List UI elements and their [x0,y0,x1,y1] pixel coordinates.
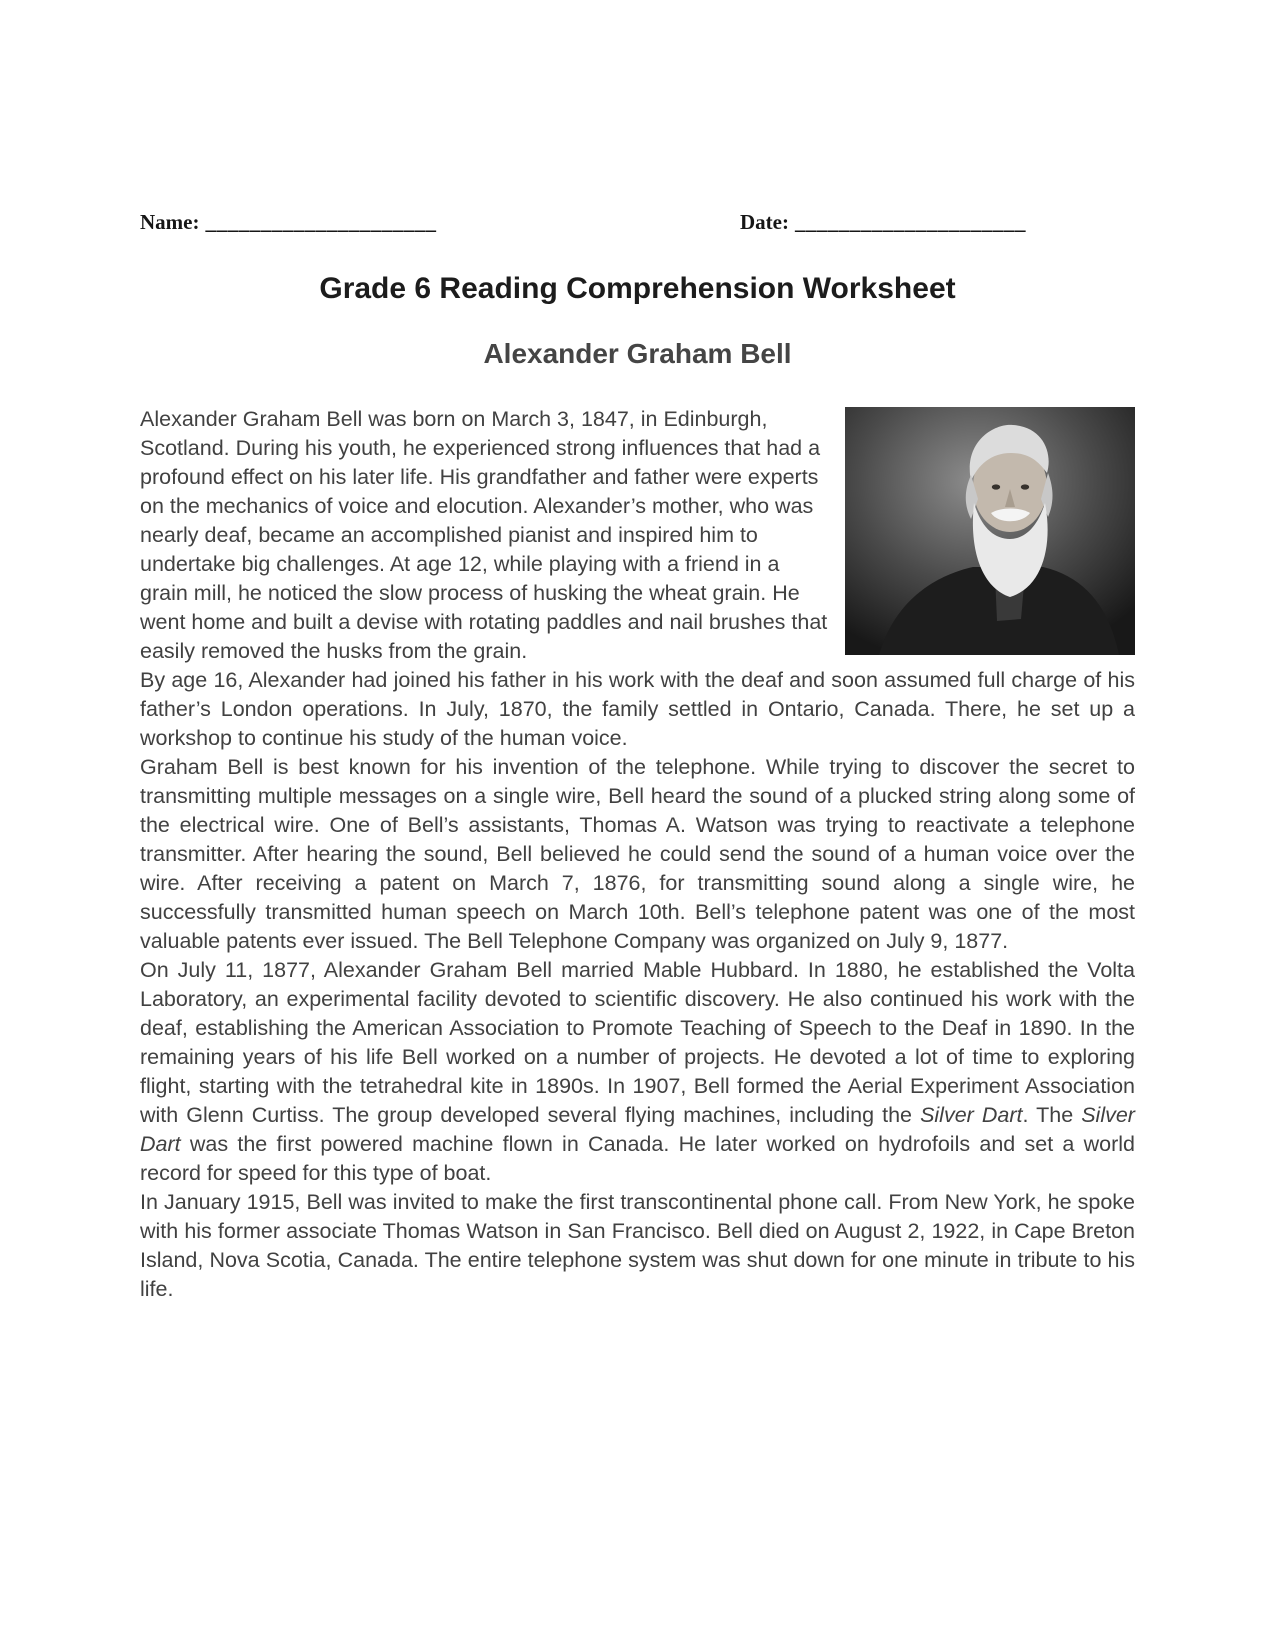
paragraph: On July 11, 1877, Alexander Graham Bell married Mable Hubbard. In 1880, he established the Volta Laboratory, an experimental facility devoted to scientific discovery. He also continued his work with the deaf, establishing the American Association to Promote Teaching of Speech to the Deaf in 1890. In the remaining years of his life Bell worked on a number of projects. He devoted a lot of time to exploring flight, starting with the tetrahedral kite in 1890s. In 1907, Bell formed the Aerial Experiment Association with Glenn Curtiss. The group developed several flying machines, including the Silver Dart. The Silver Dart was the first powered machine flown in Canada. He later worked on hydrofoils and set a world record for speed for this type of boat. [140,958,1135,1185]
date-label: Date: [740,210,789,234]
name-field [140,210,740,235]
paragraph: Alexander Graham Bell was born on March 3, 1847, in Edinburgh, Scotland. During his youth, he experienced strong influences that had a profound effect on his later life. His grandfather and father were experts on the mechanics of voice and elocution. Alexander’s mother, who was nearly deaf, became an accomplished pianist and inspired him to undertake big challenges. At age 12, while playing with a friend in a grain mill, he noticed the slow process of husking the wheat grain. He went home and built a devise with rotating paddles and nail brushes that easily removed the husks from the grain. [140,407,828,663]
alexander-graham-bell-portrait [845,407,1135,655]
date-field [740,210,1026,235]
name-blank-line: _____________________ [205,210,437,234]
name-label: Name: [140,210,200,234]
paragraph: Graham Bell is best known for his invention of the telephone. While trying to discover the secret to transmitting multiple messages on a single wire, Bell heard the sound of a plucked string along some of the electrical wire. One of Bell’s assistants, Thomas A. Watson was trying to reactivate a telephone transmitter. After hearing the sound, Bell believed he could send the sound of a human voice over the wire. After receiving a patent on March 7, 1876, for transmitting sound along a single wire, he successfully transmitted human speech on March 10th. Bell’s telephone patent was one of the most valuable patents ever issued. The Bell Telephone Company was organized on July 9, 1877. [140,755,1135,953]
article-body [140,405,1135,1304]
date-blank-line: _____________________ [794,210,1026,234]
article-title: Alexander Graham Bell [483,338,792,369]
paragraph: In January 1915, Bell was invited to make the first transcontinental phone call. From New York, he spoke with his former associate Thomas Watson in San Francisco. Bell died on August 2, 1922, in Cape Breton Island, Nova Scotia, Canada. The entire telephone system was shut down for one minute in tribute to his life. [140,1190,1135,1301]
name-date-header [140,210,1135,235]
paragraph: By age 16, Alexander had joined his father in his work with the deaf and soon assumed full charge of his father’s London operations. In July, 1870, the family settled in Ontario, Canada. There, he set up a workshop to continue his study of the human voice. [140,668,1135,750]
page-title: Grade 6 Reading Comprehension Worksheet [319,272,956,305]
